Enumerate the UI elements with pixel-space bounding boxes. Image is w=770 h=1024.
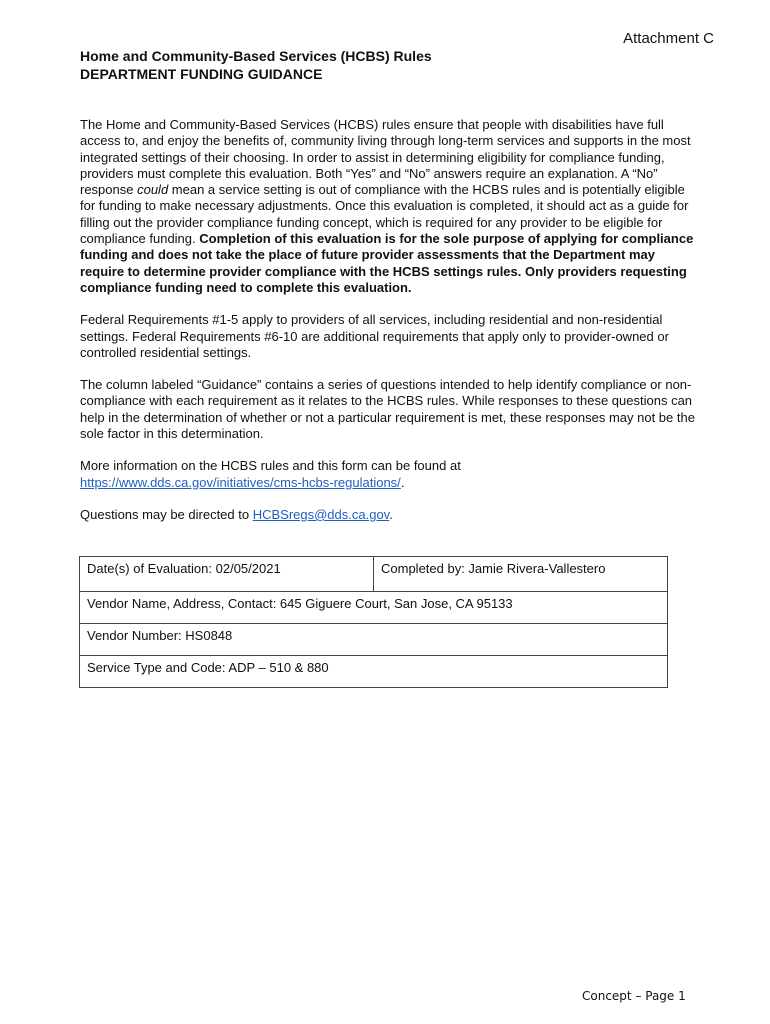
title-line-2: DEPARTMENT FUNDING GUIDANCE xyxy=(80,66,323,82)
page-footer: Concept – Page 1 xyxy=(582,989,686,1003)
paragraph-requirements: Federal Requirements #1-5 apply to providers of all services, including residential and non-residential settings. Federal Requirements #6-10 are additional requirements that apply only to provider-owned or controlled residential settings. xyxy=(80,312,669,360)
table-row xyxy=(79,623,668,656)
hcbs-email-link[interactable]: HCBSregs@dds.ca.gov xyxy=(252,506,390,522)
intro-italic: could xyxy=(137,182,169,198)
table-row xyxy=(79,591,668,624)
evaluation-info-table xyxy=(79,556,668,688)
vendor-name-field: Vendor Name, Address, Contact: 645 Giguere Court, San Jose, CA 95133 xyxy=(87,596,513,611)
title-line-1: Home and Community-Based Services (HCBS) Rules xyxy=(80,48,432,64)
more-info-end: . xyxy=(400,474,405,490)
intro-text: The Home and Community-Based Services (HCBS) rules ensure that people with disabilities have full access to, and enjoy the benefits of, community living through long-term services and supports in the most integrated settings of their choosing. In order to assist in determining eligibility for compliance funding, providers must complete this evaluation. Both “Yes” and “No” answers require an explanation. A “No” response xyxy=(80,117,691,198)
table-row xyxy=(79,556,668,592)
intro-bold: Completion of this evaluation is for the sole purpose of applying for compliance funding and does not take the place of future provider assessments that the Department may require to determine provider compliance with the HCBS settings rules. Only providers requesting compliance funding need to complete this evaluation. xyxy=(80,231,694,295)
paragraph-more-info xyxy=(80,458,695,491)
paragraph-intro xyxy=(80,117,695,296)
attachment-label: Attachment C xyxy=(623,30,714,47)
questions-end: . xyxy=(389,506,393,522)
paragraph-questions xyxy=(80,507,695,523)
document-title xyxy=(80,47,700,83)
questions-text: Questions may be directed to xyxy=(80,506,253,522)
hcbs-regulations-link[interactable]: https://www.dds.ca.gov/initiatives/cms-hcbs-regulations/ xyxy=(80,474,401,490)
document-body xyxy=(80,117,695,539)
more-info-text: More information on the HCBS rules and this form can be found at xyxy=(80,458,461,474)
completed-by-field: Completed by: Jamie Rivera-Vallestero xyxy=(381,561,606,576)
vendor-number-field: Vendor Number: HS0848 xyxy=(87,628,233,643)
intro-text-2: mean a service setting is out of compliance with the HCBS rules and is potentially eligible for funding to make necessary adjustments. Once this evaluation is completed, it should act as a guide for filling out the provider compliance funding concept, which is required for any provider to be eligible for compliance funding. xyxy=(80,182,689,247)
table-row xyxy=(79,655,668,688)
service-type-field: Service Type and Code: ADP – 510 & 880 xyxy=(87,660,329,675)
evaluation-date-field: Date(s) of Evaluation: 02/05/2021 xyxy=(80,557,374,591)
paragraph-guidance: The column labeled “Guidance” contains a series of questions intended to help identify compliance or non-compliance with each requirement as it relates to the HCBS rules. While responses to these questions can help in the determination of whether or not a particular requirement is met, these responses may not be the sole factor in this determination. xyxy=(80,377,695,442)
